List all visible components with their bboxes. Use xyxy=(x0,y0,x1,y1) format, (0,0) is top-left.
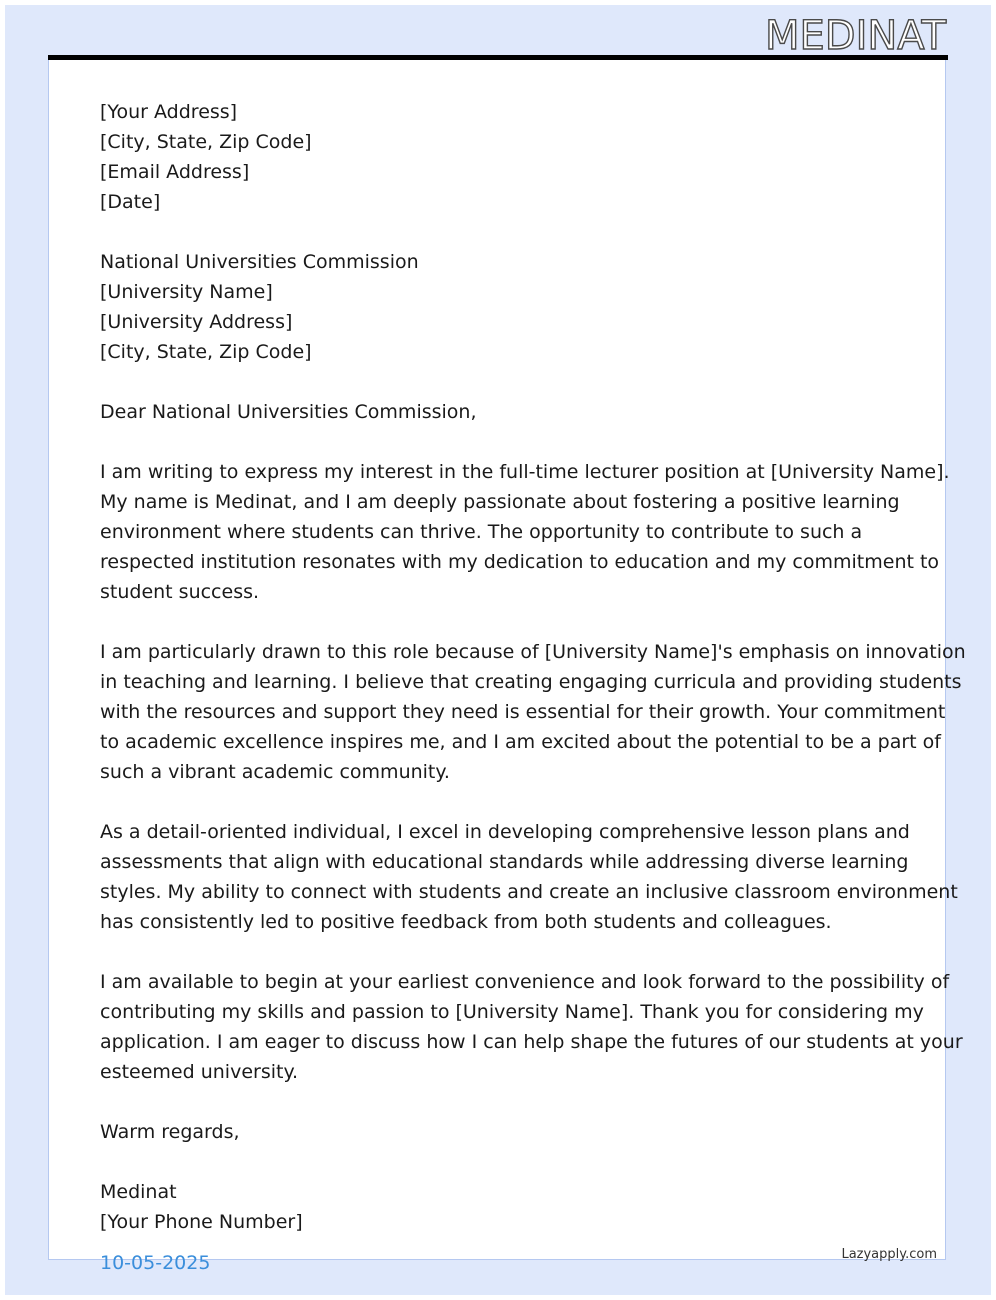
paragraph-line: with the resources and support they need is essential for their growth. Your commitment xyxy=(100,701,946,723)
paragraph-line: contributing my skills and passion to [University Name]. Thank you for considering my xyxy=(100,1001,924,1023)
footer-date: 10-05-2025 xyxy=(100,1252,211,1274)
paragraph-3 xyxy=(100,817,958,937)
paragraph-line: application. I am eager to discuss how I can help shape the futures of our students at your xyxy=(100,1031,963,1053)
paragraph-line: environment where students can thrive. The opportunity to contribute to such a xyxy=(100,521,863,543)
sender-date: [Date] xyxy=(100,191,161,213)
paragraph-line: styles. My ability to connect with students and create an inclusive classroom environment xyxy=(100,881,958,903)
paragraph-line: I am available to begin at your earliest convenience and look forward to the possibility of xyxy=(100,971,950,993)
sender-city-state-zip: [City, State, Zip Code] xyxy=(100,131,312,153)
letter-body xyxy=(100,97,966,1237)
paragraph-line: My name is Medinat, and I am deeply passionate about fostering a positive learning xyxy=(100,491,900,513)
paragraph-line: respected institution resonates with my dedication to education and my commitment to xyxy=(100,551,940,573)
sender-address: [Your Address] xyxy=(100,101,238,123)
paragraph-4 xyxy=(100,967,963,1087)
paragraph-1 xyxy=(100,457,950,607)
paragraph-line: such a vibrant academic community. xyxy=(100,761,450,783)
paragraph-line: to academic excellence inspires me, and I am excited about the potential to be a part of xyxy=(100,731,941,753)
paragraph-line: has consistently led to positive feedback from both students and colleagues. xyxy=(100,911,832,933)
closing: Warm regards, xyxy=(100,1121,240,1143)
recipient-address: [University Address] xyxy=(100,311,293,333)
brand-name: MEDINAT xyxy=(765,13,946,59)
signature-phone: [Your Phone Number] xyxy=(100,1211,303,1233)
site-watermark: Lazyapply.com xyxy=(841,1247,937,1262)
recipient-name: [University Name] xyxy=(100,281,273,303)
recipient-city-state-zip: [City, State, Zip Code] xyxy=(100,341,312,363)
salutation: Dear National Universities Commission, xyxy=(100,401,477,423)
paragraph-line: student success. xyxy=(100,581,260,603)
recipient-org: National Universities Commission xyxy=(100,251,419,273)
paragraph-2 xyxy=(100,637,966,787)
sender-email: [Email Address] xyxy=(100,161,250,183)
paragraph-line: assessments that align with educational standards while addressing diverse learning xyxy=(100,851,909,873)
paragraph-line: I am particularly drawn to this role because of [University Name]'s emphasis on innovation xyxy=(100,641,966,663)
paragraph-line: esteemed university. xyxy=(100,1061,299,1083)
paragraph-line: I am writing to express my interest in the full-time lecturer position at [University Name]. xyxy=(100,461,950,483)
paragraph-line: As a detail-oriented individual, I excel in developing comprehensive lesson plans and xyxy=(100,821,910,843)
signature-name: Medinat xyxy=(100,1181,177,1203)
paragraph-line: in teaching and learning. I believe that creating engaging curricula and providing students xyxy=(100,671,962,693)
